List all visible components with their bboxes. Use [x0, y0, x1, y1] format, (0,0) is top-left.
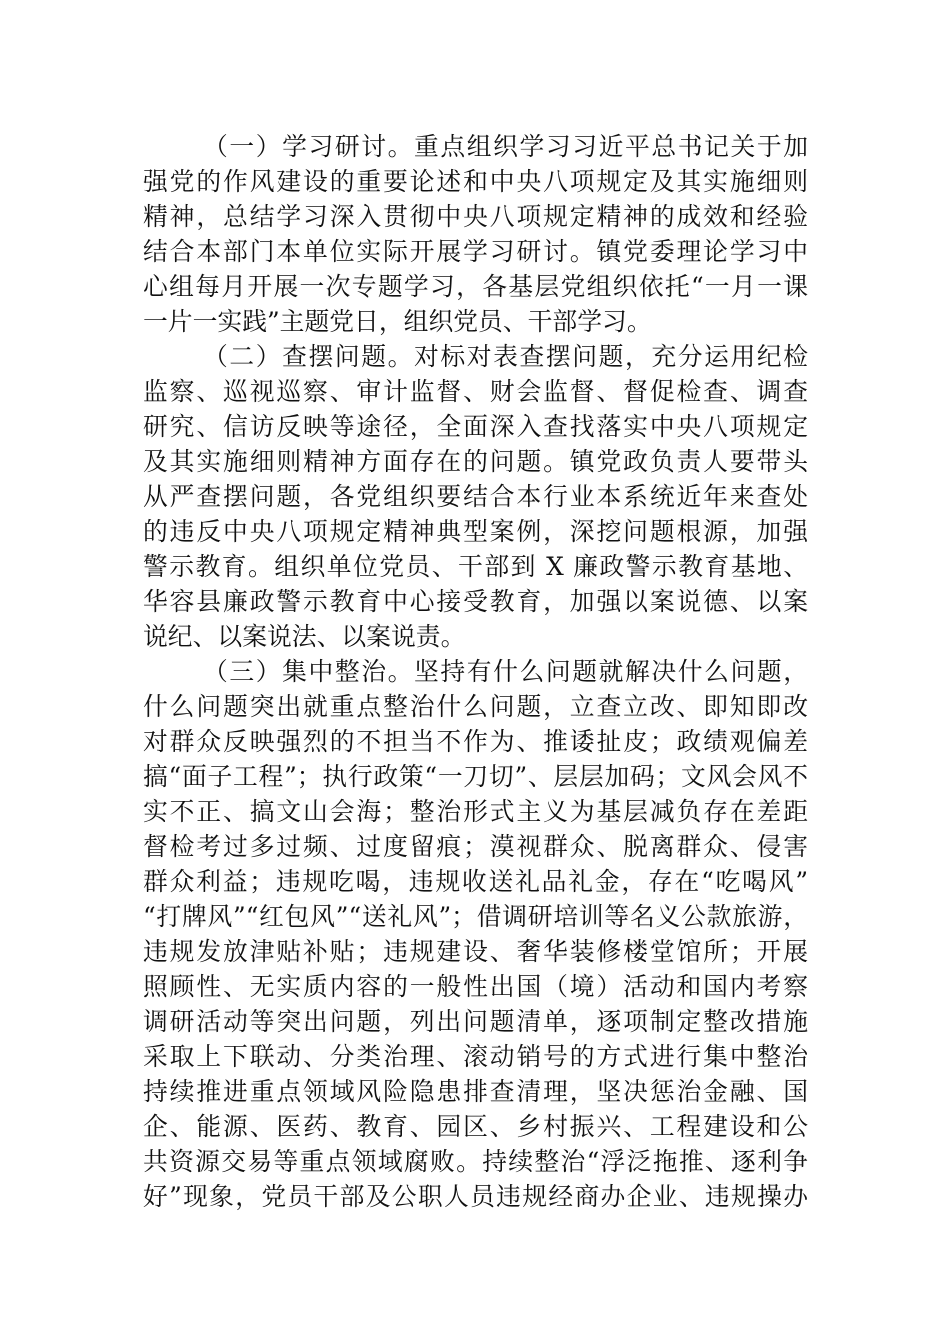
paragraph-1-line-6: 一片一实践”主题党日，组织党员、干部学习。: [143, 307, 652, 336]
paragraph-3-line-9: 违规发放津贴补贴；违规建设、奢华装修楼堂馆所；开展: [143, 937, 808, 966]
paragraph-2-line-1: （二）查摆问题。对标对表查摆问题，充分运用纪检: [203, 342, 808, 371]
paragraph-3-line-1: （三）集中整治。坚持有什么问题就解决什么问题，: [203, 657, 808, 686]
paragraph-3-line-6: 督检考过多过频、过度留痕；漠视群众、脱离群众、侵害: [143, 832, 808, 861]
paragraph-3-line-11: 调研活动等突出问题，列出问题清单，逐项制定整改措施: [143, 1007, 808, 1036]
paragraph-3-line-14: 企、能源、医药、教育、园区、乡村振兴、工程建设和公: [143, 1112, 808, 1141]
paragraph-3-line-13: 持续推进重点领域风险隐患排查清理，坚决惩治金融、国: [143, 1077, 808, 1106]
paragraph-3-line-4: 搞“面子工程”；执行政策“一刀切”、层层加码；文风会风不: [143, 762, 808, 791]
paragraph-2-line-3: 研究、信访反映等途径，全面深入查找落实中央八项规定: [143, 412, 808, 441]
paragraph-2-line-8: 华容县廉政警示教育中心接受教育，加强以案说德、以案: [143, 587, 808, 616]
paragraph-1-line-3: 精神，总结学习深入贯彻中央八项规定精神的成效和经验: [143, 202, 808, 231]
paragraph-3-line-15: 共资源交易等重点领域腐败。持续整治“浮泛拖推、逐利争: [143, 1147, 808, 1176]
paragraph-3-line-16: 好”现象，党员干部及公职人员违规经商办企业、违规操办: [143, 1182, 808, 1211]
paragraph-3-line-12: 采取上下联动、分类治理、滚动销号的方式进行集中整治: [143, 1042, 808, 1071]
paragraph-1-line-2: 强党的作风建设的重要论述和中央八项规定及其实施细则: [143, 167, 808, 196]
paragraph-2-line-2: 监察、巡视巡察、审计监督、财会监督、督促检查、调查: [143, 377, 808, 406]
paragraph-2-line-9: 说纪、以案说法、以案说责。: [143, 622, 466, 651]
paragraph-2-line-5: 从严查摆问题，各党组织要结合本行业本系统近年来查处: [143, 482, 808, 511]
paragraph-3-line-8: “打牌风”“红包风”“送礼风”；借调研培训等名义公款旅游，: [143, 902, 808, 931]
paragraph-2-line-4: 及其实施细则精神方面存在的问题。镇党政负责人要带头: [143, 447, 808, 476]
paragraph-1-line-5: 心组每月开展一次专题学习，各基层党组织依托“一月一课: [143, 272, 808, 301]
paragraph-2-line-6: 的违反中央八项规定精神典型案例，深挖问题根源，加强: [143, 517, 808, 546]
paragraph-3-line-7: 群众利益；违规吃喝，违规收送礼品礼金，存在“吃喝风”: [143, 867, 808, 896]
paragraph-2-line-7: 警示教育。组织单位党员、干部到 X 廉政警示教育基地、: [143, 552, 808, 581]
paragraph-3-line-5: 实不正、搞文山会海；整治形式主义为基层减负存在差距: [143, 797, 808, 826]
paragraph-3-line-10: 照顾性、无实质内容的一般性出国（境）活动和国内考察: [143, 972, 808, 1001]
paragraph-1-line-4: 结合本部门本单位实际开展学习研讨。镇党委理论学习中: [143, 237, 808, 266]
paragraph-3-line-3: 对群众反映强烈的不担当不作为、推诿扯皮；政绩观偏差: [143, 727, 808, 756]
paragraph-1-line-1: （一）学习研讨。重点组织学习习近平总书记关于加: [203, 132, 808, 161]
paragraph-3-line-2: 什么问题突出就重点整治什么问题，立查立改、即知即改: [143, 692, 808, 721]
